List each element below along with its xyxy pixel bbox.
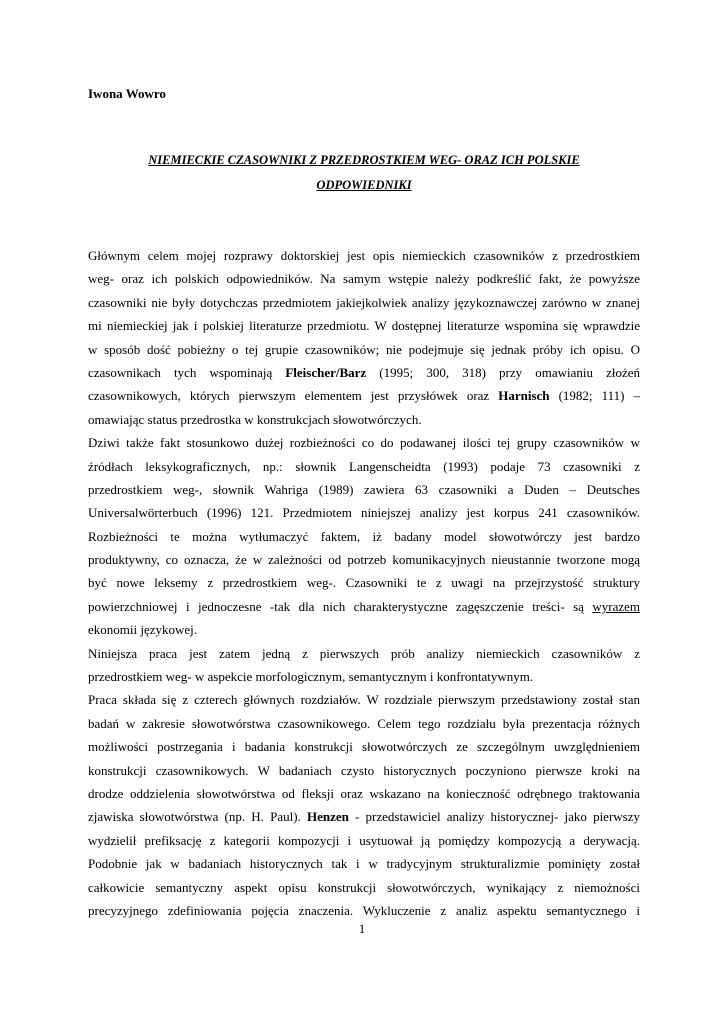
text-line: badań w zakresie słowotwórstwa czasownikowego. Celem tego rozdziału była prezentacja różnych	[88, 715, 640, 731]
text-line: zjawiska słowotwórstwa (np. H. Paul). Henzen - przedstawiciel analizy historycznej- jako pierwszy	[88, 809, 640, 825]
underlined-word: wyrazem	[592, 598, 640, 614]
text-line: wydzielił prefiksację z kategorii kompozycji i usytuował ją pomiędzy kompozycją a derywacją.	[88, 832, 640, 848]
text-line: precyzyjnego zdefiniowania pojęcia znaczenia. Wykluczenie z analiz aspektu semantycznego i	[88, 902, 640, 918]
cited-author: Fleischer/Barz	[285, 364, 367, 380]
page-number: 1	[358, 921, 366, 936]
text-line: produktywny, co oznacza, że w zależności od potrzeb komunikacyjnych nieustannie tworzone mogą	[88, 552, 640, 568]
author-name: Iwona Wowro	[88, 86, 166, 101]
text-line: źródłach leksykograficznych, np.: słownik Langenscheidta (1993) podaje 73 czasowniki z	[88, 458, 640, 474]
text-line: możliwości postrzegania i badania konstrukcji słowotwórczych ze szczególnym uwzględnieniem	[88, 739, 640, 755]
text-line: w sposób dość pobieżny o tej grupie czasowników; nie podejmuje się jednak próby ich opisu. O	[88, 341, 640, 357]
text-line: weg- oraz ich polskich odpowiedników. Na samym wstępie należy podkreślić fakt, że powyższe	[88, 271, 640, 287]
text-line: przedrostkiem weg- w aspekcie morfologicznym, semantycznym i konfrontatywnym.	[88, 669, 534, 685]
text-line: drodze oddzielenia słowotwórstwa od fleksji oraz wskazano na konieczność odrębnego traktowania	[88, 785, 640, 801]
text-line: ekonomii językowej.	[88, 622, 198, 638]
text-line: Głównym celem mojej rozprawy doktorskiej jest opis niemieckich czasowników z przedrostkiem	[88, 248, 640, 263]
document-title-line-1: NIEMIECKIE CZASOWNIKI Z PRZEDROSTKIEM WEG- ORAZ ICH POLSKIE	[148, 153, 580, 167]
cited-author: Harnisch	[498, 388, 550, 404]
text-line: przedrostkiem weg-, słownik Wahriga (1989) zawiera 63 czasowniki a Duden – Deutsches	[88, 481, 640, 497]
text-line: Niniejsza praca jest zatem jedną z pierwszych prób analizy niemieckich czasowników z	[88, 645, 640, 661]
text-line: być nowe leksemy z przedrostkiem weg-. Czasowniki te z uwagi na przejrzystość struktury	[88, 575, 640, 591]
text-line: powierzchniowej i jednoczesne -tak dla nich charakterystyczne zagęszczenie treści- są wyrazem	[88, 598, 640, 614]
text-line: Dziwi także fakt stosunkowo dużej rozbieżności co do podawanej ilości tej grupy czasowników w	[88, 435, 640, 451]
text-line: czasownikowych, których pierwszym elementem jest przysłówek oraz Harnisch (1982; 111) –	[88, 388, 640, 404]
text-line: całkowicie semantyczny aspekt opisu konstrukcji słowotwórczych, wynikający z niemożności	[88, 879, 640, 895]
body-text	[88, 244, 640, 922]
text-line: Rozbieżności te można wytłumaczyć faktem, iż badany model słowotwórczy jest bardzo	[88, 528, 640, 544]
cited-author: Henzen	[306, 809, 349, 825]
text-line: czasownikach tych wspominają Fleischer/Barz (1995; 300, 318) przy omawianiu złożeń	[88, 364, 640, 380]
text-line: omawiając status przedrostka w konstrukcjach słowotwórczych.	[88, 411, 422, 427]
text-line: czasowniki nie były dotychczas przedmiotem jakiejkolwiek analizy językoznawczej zarówno w znanej	[88, 294, 640, 310]
text-line: Podobnie jak w badaniach historycznych tak i w tradycyjnym strukturalizmie pominięty został	[88, 856, 640, 872]
text-line: mi niemieckiej jak i polskiej literaturze przedmiotu. W dostępnej literaturze wspomina się wprawdzie	[88, 318, 640, 334]
text-line: Universalwörterbuch (1996) 121. Przedmiotem niniejszej analizy jest korpus 241 czasowników.	[88, 505, 640, 521]
text-line: konstrukcji czasownikowych. W badaniach czysto historycznych poczyniono pierwsze kroki na	[88, 762, 640, 778]
document-title-line-2: ODPOWIEDNIKI	[316, 178, 412, 192]
text-line: Praca składa się z czterech głównych rozdziałów. W rozdziale pierwszym przedstawiony został stan	[88, 692, 640, 708]
